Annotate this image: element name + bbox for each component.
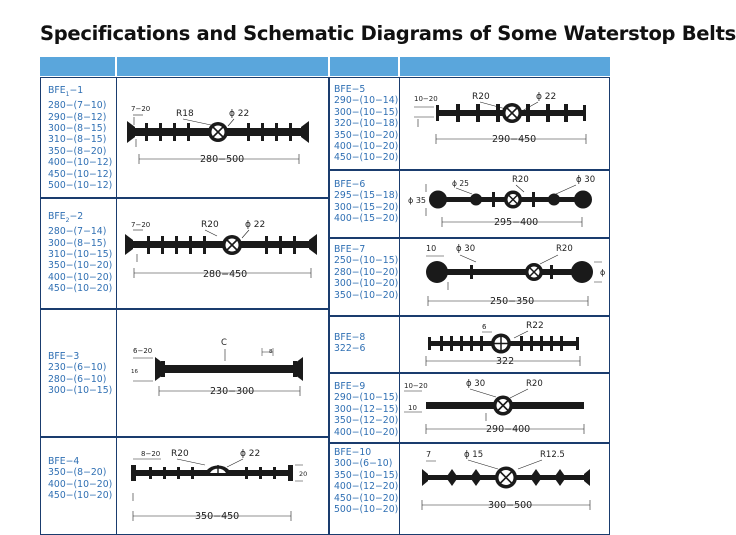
dim-label: R20	[472, 92, 490, 102]
dim-label: 7	[426, 450, 432, 459]
spec-line: 290−(10−15)	[334, 392, 399, 404]
spec-line: 300−(10−15)	[48, 385, 113, 397]
bfe1-diagram	[117, 77, 328, 197]
bfe4-diagram	[117, 437, 328, 535]
bfe5-label	[334, 84, 398, 164]
bfe3-diagram	[117, 309, 328, 436]
dim-label: 295−400	[494, 217, 539, 228]
spec-line: 400−(10−12)	[48, 157, 113, 169]
spec-line: 280−(10−20)	[334, 266, 399, 278]
spec-line: 450−(10−20)	[48, 283, 113, 295]
spec-line: 250−(10−15)	[334, 255, 399, 267]
spec-line: 350−(8−20)	[48, 145, 107, 157]
spec-line: 295−(15−18)	[334, 190, 399, 202]
page-title: Specifications and Schematic Diagrams of Some Waterstop Belts	[40, 22, 736, 45]
table-header-right-code	[330, 57, 398, 76]
bfe9-code: BFE−9	[334, 381, 366, 392]
dim-label: R20	[171, 449, 189, 459]
dim-label: 230−300	[210, 386, 255, 397]
spec-line: 310−(10−15)	[48, 249, 113, 261]
dim-label: 300−500	[488, 500, 533, 511]
spec-line: 230−(6−10)	[48, 362, 107, 374]
spec-line: 300−(8−15)	[48, 237, 107, 249]
dim-label: 250−350	[490, 296, 535, 307]
spec-line: 300−(6−10)	[334, 458, 393, 470]
dim-label: R12.5	[540, 450, 565, 460]
dim-label: 10−20	[404, 382, 428, 390]
table-header-right-diagram	[400, 57, 610, 76]
dim-label: ϕ 22	[245, 220, 266, 230]
dim-label: ϕ 15	[464, 450, 484, 460]
dim-label: ϕ	[600, 268, 606, 277]
dim-label: R20	[556, 244, 573, 254]
spec-line: 320−(10−18)	[334, 118, 399, 130]
dim-label: R18	[176, 109, 194, 119]
dim-label: 8−20	[141, 450, 161, 458]
bfe10-code: BFE−10	[334, 447, 372, 458]
dim-label: 16	[131, 369, 138, 375]
spec-line: 300−(12−15)	[334, 403, 399, 415]
dim-label: 20	[299, 470, 308, 478]
bfe1-code: $BFE_1-1$	[48, 85, 84, 98]
bfe10-diagram	[400, 443, 610, 535]
spec-line: 300−(10−15)	[334, 106, 399, 118]
dim-label: ϕ 30	[466, 379, 486, 389]
dim-label: 280−450	[203, 269, 248, 280]
bfe2-code: $BFE_2-2$	[48, 211, 84, 224]
spec-line: 350−(12−20)	[334, 415, 399, 427]
bfe3-label	[48, 351, 112, 397]
table-header-left-code	[40, 57, 115, 76]
spec-line: 400−(12−20)	[334, 481, 399, 493]
dim-label: 10−20	[414, 95, 438, 103]
bfe7-diagram	[400, 238, 610, 316]
dim-label: ϕ 30	[456, 244, 476, 254]
spec-line: 400−(10−20)	[48, 478, 113, 490]
spec-line: 400−(10−20)	[334, 426, 399, 438]
dim-label: 350−450	[195, 511, 240, 522]
bfe4-code: BFE−4	[48, 456, 80, 467]
spec-line: 280−(7−14)	[48, 226, 107, 238]
bfe8-label	[334, 332, 365, 355]
dim-label: ϕ 22	[536, 92, 557, 102]
bfe2-label	[48, 211, 112, 295]
bfe6-label	[334, 179, 398, 225]
bfe7-code: BFE−7	[334, 244, 366, 255]
dim-label: 7−20	[131, 221, 151, 229]
bfe4-label	[48, 456, 112, 502]
dim-label: C	[221, 338, 227, 348]
spec-line: 350−(8−20)	[48, 467, 107, 479]
spec-table	[40, 57, 610, 535]
spec-line: 300−(10−20)	[334, 278, 399, 290]
spec-line: 310−(8−15)	[48, 134, 107, 146]
dim-label: 290−400	[486, 424, 531, 435]
dim-label: ϕ 22	[229, 109, 250, 119]
spec-line: 350−(10−15)	[334, 469, 399, 481]
bfe7-label	[334, 244, 398, 301]
bfe5-code: BFE−5	[334, 84, 366, 95]
bfe5-diagram	[400, 77, 610, 169]
dim-label: 6−20	[133, 347, 153, 355]
dim-label: R20	[526, 379, 543, 389]
spec-line: 280−(7−10)	[48, 100, 107, 112]
spec-line: 400−(10−20)	[48, 271, 113, 283]
table-header-left-diagram	[117, 57, 328, 76]
bfe8-diagram	[400, 316, 610, 373]
dim-label: 280−500	[200, 154, 245, 165]
spec-line: 350−(10−20)	[48, 260, 113, 272]
bfe6-diagram	[400, 170, 610, 237]
bfe3-code: BFE−3	[48, 351, 80, 362]
spec-line: 400−(10−20)	[334, 141, 399, 153]
spec-line: 500−(10−12)	[48, 180, 113, 192]
dim-label: 290−450	[492, 134, 537, 145]
spec-line: 450−(10−20)	[334, 152, 399, 164]
dim-label: R20	[512, 175, 529, 185]
dim-label: 8	[269, 349, 273, 355]
spec-line: 450−(10−20)	[334, 492, 399, 504]
dim-label: 10	[408, 404, 417, 412]
bfe8-code: BFE−8	[334, 332, 366, 343]
spec-line: 450−(10−20)	[48, 490, 113, 502]
bfe9-diagram	[400, 373, 610, 443]
dim-label: ϕ 25	[452, 179, 469, 188]
spec-line: 450−(10−12)	[48, 168, 113, 180]
dim-label: R22	[526, 321, 544, 331]
dim-label: 7−20	[131, 105, 151, 113]
bfe9-label	[334, 381, 398, 438]
spec-line: 300−(15−20)	[334, 201, 399, 213]
spec-line: 350−(10−20)	[334, 129, 399, 141]
dim-label: 322	[496, 356, 515, 367]
bfe2-diagram	[117, 198, 328, 308]
bfe6-code: BFE−6	[334, 179, 366, 190]
spec-line: 290−(10−14)	[334, 95, 399, 107]
spec-line: 500−(10−20)	[334, 504, 399, 516]
dim-label: ϕ 30	[576, 175, 596, 185]
spec-line: 400−(15−20)	[334, 213, 399, 225]
bfe10-label	[334, 447, 398, 515]
spec-line: 290−(8−12)	[48, 111, 107, 123]
spec-line: 350−(10−20)	[334, 289, 399, 301]
dim-label: R20	[201, 220, 219, 230]
bfe1-label	[48, 85, 112, 192]
dim-label: ϕ 35	[408, 196, 426, 205]
spec-line: 300−(8−15)	[48, 123, 107, 135]
dim-label: 10	[426, 244, 437, 253]
dim-label: ϕ 22	[240, 449, 261, 459]
spec-line: 280−(6−10)	[48, 373, 107, 385]
dim-label: 6	[482, 323, 487, 331]
spec-line: 322−6	[334, 343, 366, 355]
